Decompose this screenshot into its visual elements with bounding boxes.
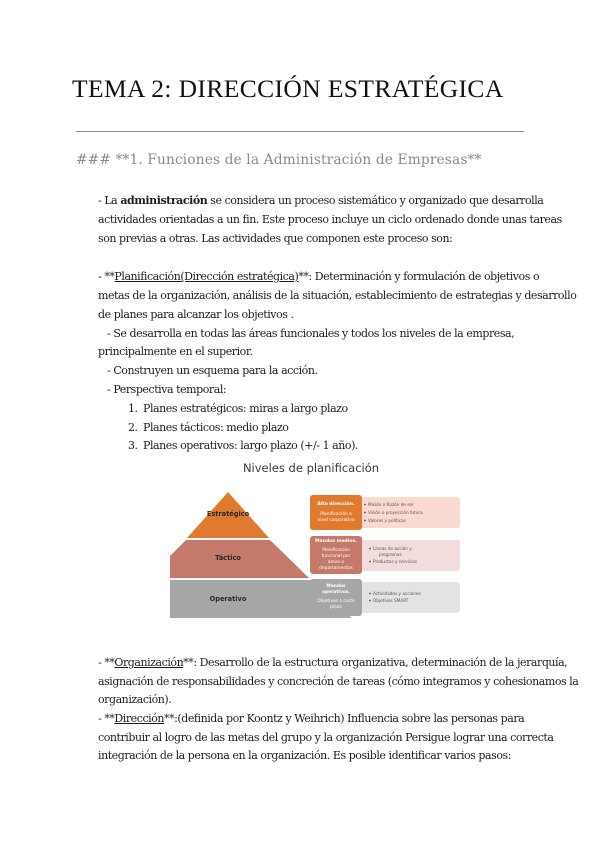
level-1-bullet-1: Misión o Razón de ser — [368, 502, 414, 507]
bullet-dot — [369, 548, 371, 550]
intro-line-1 — [98, 192, 543, 210]
direccion-line-2: contribuir al logro de las metas del grupo y la organización Persigue lograr una correcta — [98, 731, 554, 744]
level-2-box-line-3: funcional por — [321, 554, 351, 559]
list-num-3: 3. — [128, 439, 138, 452]
pyramid-label-tactico: Táctico — [215, 554, 241, 562]
diagram-title: Niveles de planificación — [242, 461, 380, 475]
level-1-bullet-2: Visión o proyección futura — [368, 510, 423, 515]
bullet-dot — [364, 512, 366, 514]
level-3-box-line-4: plazo — [330, 605, 342, 610]
direccion-line-1 — [98, 710, 524, 728]
organizacion-line-1-text: **: Desarrollo de la estructura organizativa, determinación de la jerarquía, — [183, 656, 568, 669]
planificacion-prefix: - ** — [98, 270, 115, 283]
list-num-1: 1. — [128, 402, 138, 415]
level-1-box-line-1: Alta dirección. — [317, 502, 355, 507]
planificacion-line-1-text: **: Determinación y formulación de objetivos o — [298, 270, 540, 283]
planificacion-line-2: metas de la organización, análisis de la situación, establecimiento de estrategias y desarrollo — [98, 289, 577, 302]
level-2-box-line-2: Planificación — [322, 548, 350, 553]
level-3-box-line-1: Mandos — [326, 584, 346, 589]
level-3-bullet-1: Actividades y acciones — [373, 591, 421, 596]
organizacion-term: Organización — [114, 656, 184, 669]
section-heading: ### **1. Funciones de la Administración de Empresas** — [76, 152, 482, 168]
organizacion-prefix: - ** — [98, 656, 115, 669]
level-2-bullet-2: programas — [379, 552, 402, 557]
planificacion-line-1 — [98, 268, 539, 286]
level-2-bullet-1: Líneas de acción y — [373, 546, 412, 551]
planificacion-sub-1a: - Se desarrolla en todas las áreas funcionales y todos los niveles de la empresa, — [107, 327, 515, 340]
list-item-1: Planes estratégicos: miras a largo plazo — [143, 402, 348, 415]
list-item-2: Planes tácticos: medio plazo — [143, 421, 289, 434]
level-1-bullet-3: Valores y políticas — [368, 518, 406, 523]
level-2-bullet-panel — [354, 540, 460, 571]
level-1-box-line-2: Planificación a — [320, 512, 352, 517]
level-2-box-line-1: Mandos medios. — [314, 539, 358, 544]
intro-line-3: son previas a otras. Las actividades que componen este proceso son: — [98, 232, 453, 245]
pyramid-label-operativo: Operativo — [209, 595, 247, 603]
intro-bold-term: administración — [120, 194, 208, 207]
planificacion-sub-1b: principalmente en el superior. — [98, 345, 253, 358]
intro-prefix: - La — [98, 194, 121, 207]
pyramid-label-estrategico: Estratégico — [206, 510, 250, 518]
planning-levels-diagram — [170, 454, 470, 629]
level-3-box-line-2: operativos. — [321, 590, 351, 595]
level-3-box-line-3: Objetivos a corto — [317, 599, 355, 604]
bullet-dot — [364, 504, 366, 506]
level-1-box-line-3: nivel corporativo — [317, 518, 355, 523]
planificacion-line-3: de planes para alcanzar los objetivos . — [98, 308, 294, 321]
intro-line-1-text: se considera un proceso sistemático y organizado que desarrolla — [207, 194, 544, 207]
direccion-line-1-text: **:(definida por Koontz y Weihrich) Influencia sobre las personas para — [164, 712, 525, 725]
planificacion-sub-2: - Construyen un esquema para la acción. — [107, 364, 318, 377]
bullet-dot — [369, 561, 371, 563]
intro-line-2: actividades orientadas a un fin. Este proceso incluye un ciclo ordenado donde unas tareas — [98, 213, 562, 226]
page-title: TEMA 2: DIRECCIÓN ESTRATÉGICA — [72, 74, 504, 103]
planificacion-sub-3: - Perspectiva temporal: — [107, 383, 227, 396]
bullet-dot — [364, 520, 366, 522]
direccion-term: Dirección — [114, 712, 165, 725]
direccion-prefix: - ** — [98, 712, 115, 725]
planificacion-term: Planificación(Dirección estratégica) — [114, 270, 299, 283]
level-2-box-line-5: departamentos — [319, 566, 353, 571]
direccion-line-3: integración de la persona en la organización. Es posible identificar varios pasos: — [98, 749, 511, 762]
level-2-box-line-4: áreas o — [327, 560, 345, 565]
diagram-svg — [170, 454, 470, 629]
bullet-dot — [369, 600, 371, 602]
level-3-bullet-2: Objetivos SMART — [373, 598, 409, 603]
level-2-bullet-3: Productos y servicios — [373, 559, 418, 564]
organizacion-line-3: organización). — [98, 693, 172, 706]
organizacion-line-1 — [98, 654, 567, 672]
organizacion-line-2: asignación de responsabilidades y concreción de tareas (cómo integramos y cohesionamos la — [98, 675, 579, 688]
horizontal-rule — [76, 131, 524, 132]
list-item-3: Planes operativos: largo plazo (+/- 1 año). — [143, 439, 358, 452]
list-num-2: 2. — [128, 421, 138, 434]
bullet-dot — [369, 593, 371, 595]
